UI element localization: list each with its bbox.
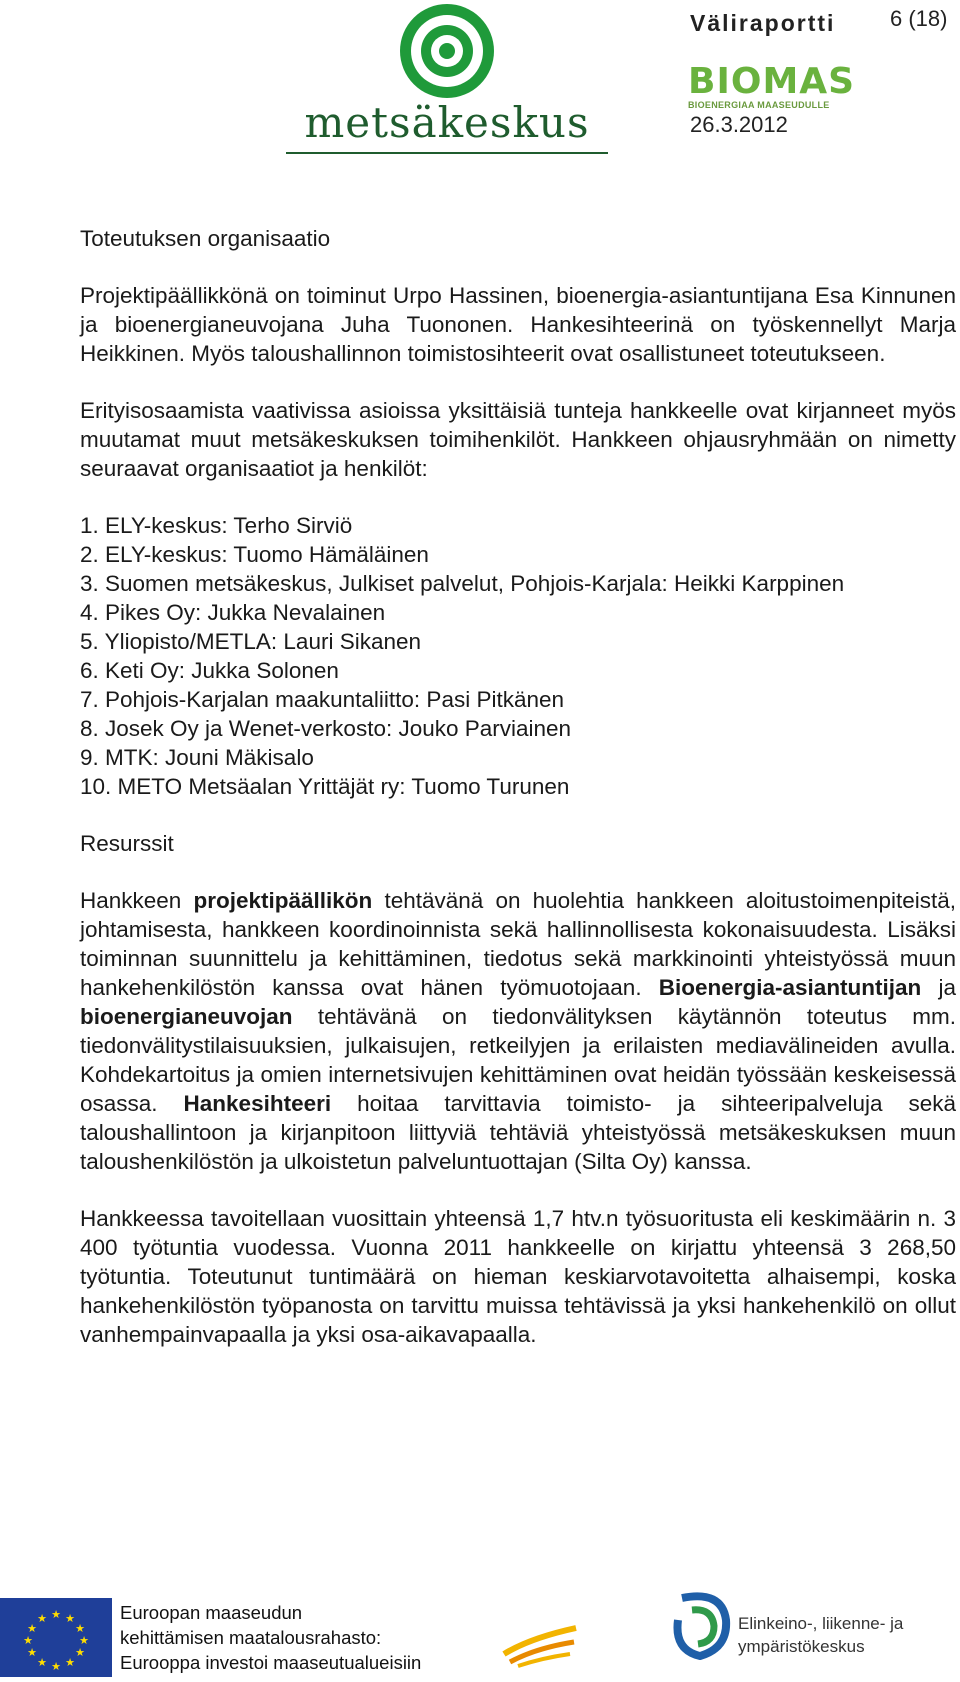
svg-text:★: ★ [75, 1622, 85, 1635]
svg-text:★: ★ [51, 1608, 61, 1621]
svg-text:★: ★ [37, 1612, 47, 1625]
biomas-wordmark: BIOMAS [688, 61, 856, 102]
list-item: 7. Pohjois-Karjalan maakuntaliitto: Pasi Pitkänen [80, 687, 565, 712]
list-item: 8. Josek Oy ja Wenet-verkosto: Jouko Parviainen [80, 716, 572, 741]
list-item: 3. Suomen metsäkeskus, Julkiset palvelut, Pohjois-Karjala: Heikki Karppinen [80, 571, 845, 596]
organisation-paragraph-1: Projektipäällikkönä on toiminut Urpo Hassinen, bioenergia-asiantuntijana Esa Kinnunen ja bioenergianeuvojana Juha Tuononen. Hankesihteerinä on työskennellyt Marja Heikkinen. Myös taloushallinnon toimistosihteerit ovat osallistuneet toteutukseen. [80, 283, 956, 366]
list-item: 9. MTK: Jouni Mäkisalo [80, 745, 314, 770]
list-item: 5. Yliopisto/METLA: Lauri Sikanen [80, 629, 422, 654]
steering-group-list [80, 511, 956, 801]
logo-underline [286, 152, 608, 154]
metsakeskus-logo [286, 2, 608, 154]
list-item: 2. ELY-keskus: Tuomo Hämäläinen [80, 542, 429, 567]
resources-paragraph-1: Hankkeen projektipäällikön tehtävänä on huolehtia hankkeen aloitustoimenpiteistä, johtamisesta, hankkeen koordinoinnista sekä hallinnollisesta kokonaisuudesta. Lisäksi toiminnan suunnittelu ja kehittäminen, tiedotus sekä markkinointi yhteistyössä muun hankehenkilöstön kanssa ovat hänen työmuotojaan. Bioenergia-asiantuntijan ja bioenergianeuvojan tehtävänä on tiedonvälityksen käytännön toteutus mm. tiedonvälitystilaisuuksien, julkaisujen, retkeilyjen ja erilaisten mediavälineiden avulla. Kohdekartoitus ja omien internetsivujen kehittäminen ovat heidän työssään keskeisessä osassa. Hankesihteeri hoitaa tarvittavia toimisto- ja sihteeripalveluja sekä taloushallintoon ja kirjanpitoon liittyviä tehtäviä yhteistyössä metsäkeskuksen muun taloushenkilöstön ja ulkoistetun palveluntuottajan (Silta Oy) kanssa. [80, 888, 956, 1174]
report-title: Väliraportti [690, 10, 836, 36]
list-item: 1. ELY-keskus: Terho Sirviö [80, 513, 353, 538]
biomas-subtitle: BIOENERGIAA MAASEUDULLE [688, 100, 830, 110]
resources-paragraph-2: Hankkeessa tavoitellaan vuosittain yhteensä 1,7 htv.n työsuoritusta eli keskimäärin n. 3 400 työtuntia vuodessa. Vuonna 2011 hankkeelle on kirjattu yhteensä 3 268,50 työtuntia. Toteutunut tuntimäärä on hieman keskiarvotavoitetta alhaisempi, koska hankehenkilöstön työpanosta on tarvittu muissa tehtävissä ja yksi hankehenkilö on ollut vanhempainvapaalla ja yksi osa-aikavapaalla. [80, 1206, 956, 1347]
svg-text:★: ★ [75, 1646, 85, 1659]
list-item: 10. METO Metsäalan Yrittäjät ry: Tuomo Turunen [80, 774, 570, 799]
biomas-logo [688, 61, 856, 110]
report-date: 26.3.2012 [690, 112, 788, 137]
page-number: 6 (18) [890, 6, 948, 31]
resources-heading: Resurssit [80, 831, 174, 856]
list-item: 6. Keti Oy: Jukka Solonen [80, 658, 339, 683]
svg-text:★: ★ [37, 1656, 47, 1669]
organisation-paragraph-2: Erityisosaamista vaativissa asioissa yksittäisiä tunteja hankkeelle ovat kirjanneet myös muutamat muut metsäkeskuksen toimihenkilöt. Hankkeen ohjausryhmään on nimetty seuraavat organisaatiot ja henkilöt: [80, 398, 956, 481]
svg-text:★: ★ [51, 1660, 61, 1673]
document-body [80, 224, 956, 1349]
organisation-heading: Toteutuksen organisaatio [80, 226, 331, 251]
svg-text:★: ★ [23, 1634, 33, 1647]
list-item: 4. Pikes Oy: Jukka Nevalainen [80, 600, 386, 625]
eu-flag-icon [0, 1598, 112, 1677]
svg-text:★: ★ [65, 1656, 75, 1669]
svg-text:★: ★ [65, 1612, 75, 1625]
svg-text:★: ★ [27, 1646, 37, 1659]
metsakeskus-wordmark: metsäkeskus [304, 98, 590, 147]
metsakeskus-emblem-icon [398, 2, 496, 100]
eu-fund-text: Euroopan maaseudun kehittämisen maatalousrahasto: Eurooppa investoi maaseutualueisiin [120, 1602, 422, 1673]
ely-logo-icon [670, 1590, 734, 1665]
svg-text:★: ★ [27, 1622, 37, 1635]
leader-logo-icon [500, 1608, 580, 1673]
ely-text: Elinkeino-, liikenne- ja ympäristökeskus [738, 1614, 904, 1656]
svg-text:★: ★ [79, 1634, 89, 1647]
